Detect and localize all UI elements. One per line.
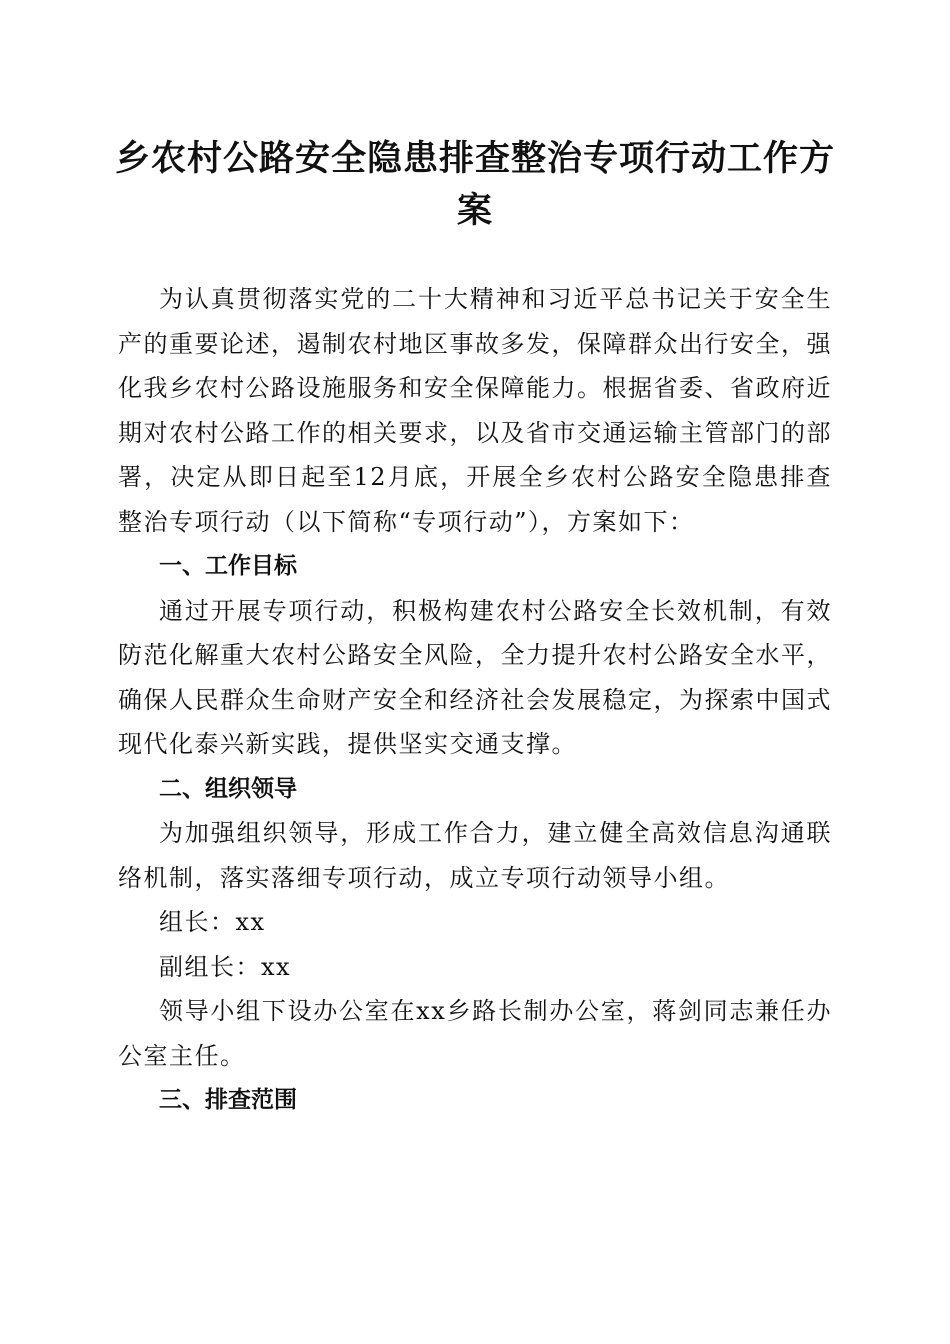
leader-line: 组长：xx bbox=[159, 908, 266, 936]
deputy-leader-line: 副组长：xx bbox=[159, 952, 292, 981]
section-heading-scope: 三、排查范围 bbox=[159, 1087, 297, 1113]
office-paragraph: 领导小组下设办公室在xx乡路长制办公室，蒋剑同志兼任办公室主任。 bbox=[118, 997, 832, 1070]
section-heading-goals: 一、工作目标 bbox=[159, 553, 297, 579]
document-title: 乡农村公路安全隐患排查整治专项行动工作方案 bbox=[114, 138, 835, 231]
organization-paragraph: 为加强组织领导，形成工作合力，建立健全高效信息沟通联络机制，落实落细专项行动，成立专项行动领导小组。 bbox=[118, 819, 832, 892]
goals-paragraph: 通过开展专项行动，积极构建农村公路安全长效机制，有效防范化解重大农村公路安全风险，全力提升农村公路安全水平，确保人民群众生命财产安全和经济社会发展稳定，为探索中国式现代化泰兴新实践，提供坚实交通支撑。 bbox=[118, 596, 832, 758]
document-body bbox=[118, 277, 832, 1123]
intro-paragraph: 为认真贯彻落实党的二十大精神和习近平总书记关于安全生产的重要论述，遏制农村地区事故多发，保障群众出行安全，强化我乡农村公路设施服务和安全保障能力。根据省委、省政府近期对农村公路工作的相关要求，以及省市交通运输主管部门的部署，决定从即日起至12月底，开展全乡农村公路安全隐患排查整治专项行动（以下简称“专项行动”），方案如下： bbox=[118, 285, 832, 536]
section-heading-organization: 二、组织领导 bbox=[159, 775, 297, 802]
